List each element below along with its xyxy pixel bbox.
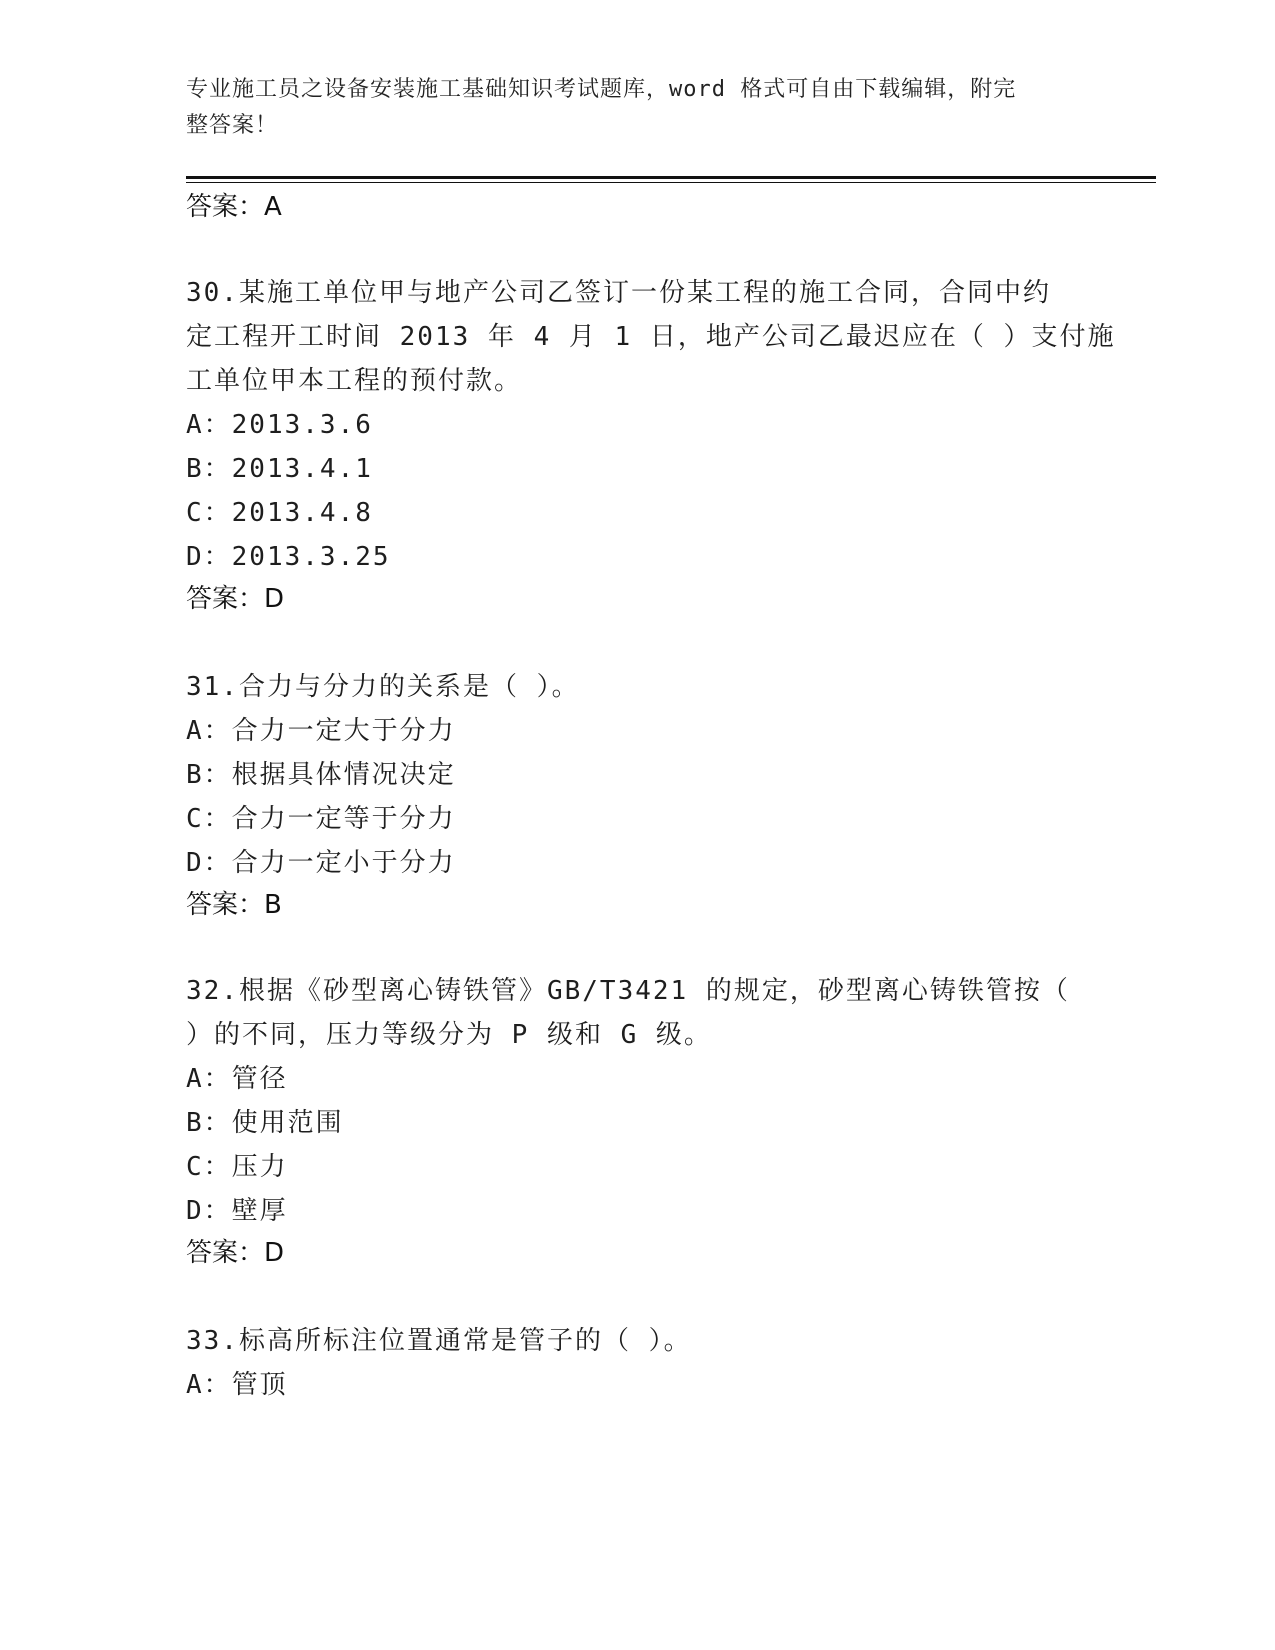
q30-option-c: C：2013.4.8 xyxy=(186,498,373,528)
q31-option-a: A：合力一定大于分力 xyxy=(186,716,456,746)
q30-text-line-3: 工单位甲本工程的预付款。 xyxy=(186,366,523,396)
q30-text-line-1: 30.某施工单位甲与地产公司乙签订一份某工程的施工合同，合同中约 xyxy=(186,278,1051,308)
q30-text-line-2: 定工程开工时间 2013 年 4 月 1 日，地产公司乙最迟应在（ ）支付施 xyxy=(186,322,1116,352)
q31-option-d: D：合力一定小于分力 xyxy=(186,848,456,878)
q32-option-d: D：壁厚 xyxy=(186,1196,288,1226)
q33-option-a: A：管顶 xyxy=(186,1370,288,1400)
q32-text-line-1: 32.根据《砂型离心铸铁管》GB/T3421 的规定，砂型离心铸铁管按（ xyxy=(186,976,1070,1006)
q32-option-c: C：压力 xyxy=(186,1152,288,1182)
q30-option-d: D：2013.3.25 xyxy=(186,542,391,572)
q31-option-b: B：根据具体情况决定 xyxy=(186,760,456,790)
q32-answer: 答案：D xyxy=(186,1238,285,1268)
q30-answer: 答案：D xyxy=(186,584,285,614)
q32-option-a: A：管径 xyxy=(186,1064,288,1094)
page-header xyxy=(186,72,1086,144)
q30-option-b: B：2013.4.1 xyxy=(186,454,373,484)
q32-text-line-2: ）的不同，压力等级分为 P 级和 G 级。 xyxy=(186,1020,712,1050)
q33-text-line-1: 33.标高所标注位置通常是管子的（ ）。 xyxy=(186,1326,692,1356)
header-line-1: 专业施工员之设备安装施工基础知识考试题库，word 格式可自由下载编辑，附完 xyxy=(186,77,1017,102)
q30-option-a: A：2013.3.6 xyxy=(186,410,373,440)
q32-option-b: B：使用范围 xyxy=(186,1108,344,1138)
answer-prev: 答案：A xyxy=(186,192,282,222)
header-rule-thin xyxy=(186,182,1156,183)
q31-option-c: C：合力一定等于分力 xyxy=(186,804,456,834)
header-line-2: 整答案！ xyxy=(186,113,279,138)
q31-answer: 答案：B xyxy=(186,890,282,920)
header-rule-thick xyxy=(186,176,1156,179)
q31-text-line-1: 31.合力与分力的关系是（ ）。 xyxy=(186,672,580,702)
